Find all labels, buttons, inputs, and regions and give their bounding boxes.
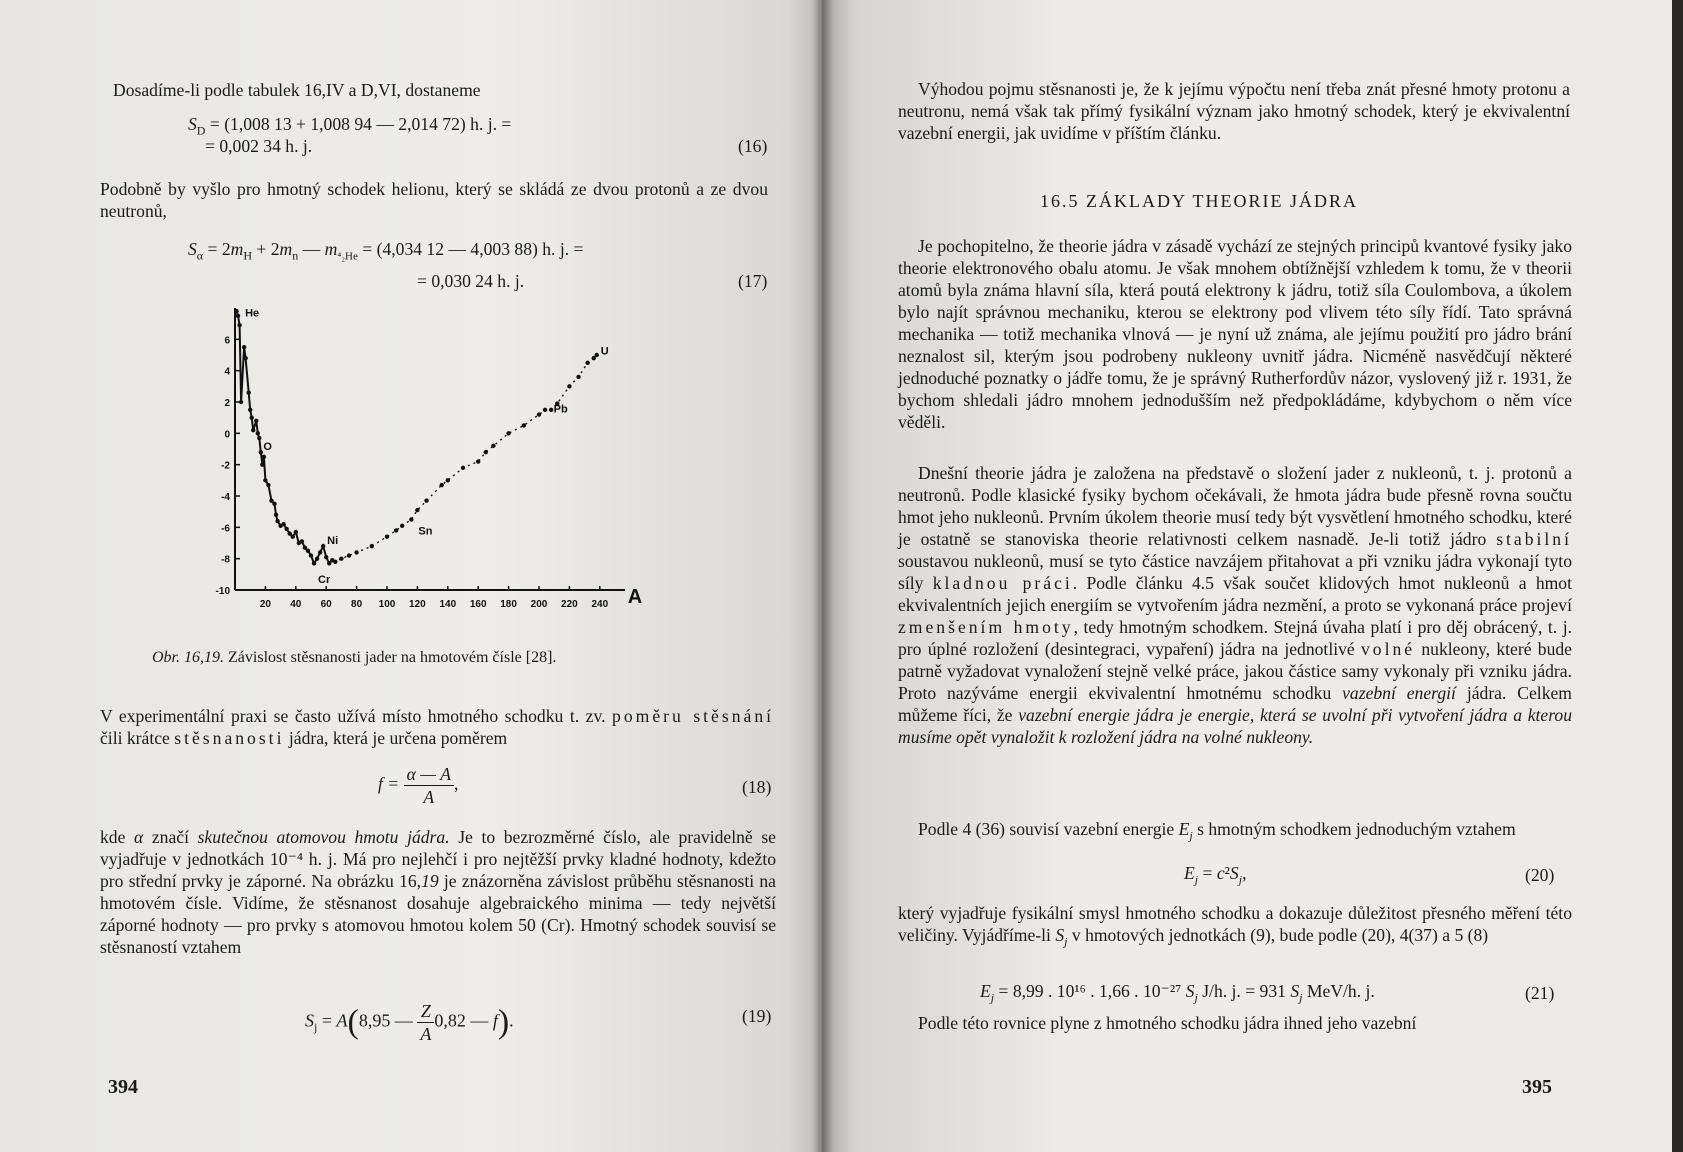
chart-point [576,375,580,379]
eq18-lhs: f = [378,773,400,794]
chart-point [309,553,313,557]
chart-point [281,522,285,526]
eq17-line1: $S_\alpha = 2m_H + 2m_n$ — $m_{^4_2He} = (4,034$ 12 — 4,003 88) h. j. = [188,239,584,263]
chart-point [476,459,480,463]
chart-curve [237,311,597,563]
chart-y-ticks [216,335,240,597]
chart-annotation: Cr [318,574,331,587]
chart-curve-solid [237,311,339,563]
chart-point [250,415,254,419]
chart-annotation: Ni [327,534,339,547]
chart-point [415,508,419,512]
chart-point [291,535,295,539]
chart-x-tick-label: 80 [351,599,363,610]
chart-point [315,556,319,560]
eq20: $E_j = c^2S_j$, [1184,863,1247,887]
chart-y-tick-label: -10 [215,586,230,597]
chart-point [242,345,246,349]
chart-point [256,431,260,435]
chart-point [294,530,298,534]
chart-point [339,556,343,560]
stesnanost-chart [205,298,655,638]
caption-text: Závislost stěsnanosti jader na hmotovém čísle [28]. [228,649,557,666]
chart-point [263,478,267,482]
para-2: Dnešní theorie jádra je založena na představě o složení jader z nukleonů, t. j. protonů a neutronů. Podle klasické fysiky bychom očekávali, že hmota jádra bude přesně rovna součtu hmot jeho nukleonů. Prvním úkolem theorie musí tedy být vysvětlení hmotného schodku, které je ostatně se stanoviska theorie relativnosti celkem nasnadě. Je-li totiž jádro stabilní soustavou nukleonů, musí se tyto částice navzájem přitahovat a při vzniku jádra vykonají tyto síly kladnou práci. Podle článku 4.5 však součet klidových hmot nukleonů a hmot ekvivalentních jejich energiím se vytvořením jádra nezmění, a proto se vykonaná práce projeví zmenšením hmoty, tedy hmotným schodkem. Stejná úvaha platí i pro děj obrácený, t. j. pro úplné rozložení (desintegraci, vypaření) jádra na jednotlivé volné nukleony, které bude patrně vyžadovat vynaložení stejně velké práce, jakou částice samy vykonaly při vzniku jádra. Proto nazýváme energii ekvivalentní hmotnému schodku vazební energií jádra. Celkem můžeme říci, že vazební energie jádra je energie, která se uvolní při vytvoření jádra a kterou musíme opět vynaložit k rozložení jádra na volné nukleony. [898,463,1573,747]
chart-point [347,553,351,557]
chart-point [239,400,243,404]
para-practice: V experimentální praxi se často užívá místo hmotného schodku t. zv. poměru stěsnání čili krátce stěsnanosti jádra, která je určena poměrem [100,706,775,748]
chart-y-tick-label: -6 [221,523,230,535]
section-heading: 16.5 ZÁKLADY THEORIE JÁDRA [1040,191,1358,211]
chart-x-tick-label: 140 [439,599,457,610]
chart-x-tick-label: 220 [561,599,578,610]
eq20-number: (20) [1525,865,1555,885]
chart-x-tick-label: 120 [409,599,426,610]
chart-point [312,561,316,565]
chart-point [251,428,255,432]
chart-point [409,517,413,521]
para-top: Výhodou pojmu stěsnanosti je, že k jejímu výpočtu není třeba znát přesné hmoty protonu a neutronu, nemá však tak přímý fysikální význam jako hmotný schodek, který je ekvivalentní vazební energii, jak uvidíme v příštím článku. [898,79,1570,143]
para-last: Podle této rovnice plyne z hmotného schodku jádra ihned jeho vazební [918,1013,1417,1033]
chart-point [446,478,450,482]
chart-x-tick-label: 100 [378,599,396,610]
figure-caption [152,648,556,668]
chart-point [333,560,337,564]
chart-xlabel: A [627,586,643,608]
chart-point [461,466,465,470]
eq17-number: (17) [738,271,768,291]
chart-x-tick-label: 40 [290,599,302,610]
chart-point [424,499,428,503]
chart-point [585,361,589,365]
chart-annotation: U [600,345,609,358]
chart-point [266,483,270,487]
chart-y-tick-label: -4 [221,492,230,503]
chart-point [522,423,526,427]
chart-point [394,528,398,532]
eq18-denominator: A [423,787,435,807]
left-page [0,0,822,1152]
chart-curve-dotted [329,355,597,563]
chart-point [260,462,264,466]
chart-point [243,356,247,360]
chart-point [400,524,404,528]
chart-point [318,550,322,554]
chart-point [274,513,278,517]
eq21: $E_j = 8,99$ . 10¹⁶ . 1,66 . 10⁻²⁷ $S_j$ J/h. j. = 931 $S_j$ MeV/h. j. [980,981,1375,1005]
chart-point [254,419,258,423]
para-4: který vyjadřuje fysikální smysl hmotného schodku a dokazuje důležitost přesného měření této veličiny. Vyjádříme-li $S_j$ v hmotových jednotkách (9), bude podle (20), 4(37) a 5 (8) [898,903,1572,949]
chart-point [440,483,444,487]
right-page [822,0,1672,1152]
chart-point [567,384,571,388]
chart-point [248,408,252,412]
eq18-number: (18) [742,777,772,797]
chart-point [306,549,310,553]
chart-y-tick-label: 6 [224,335,230,347]
caption-label: Obr. 16,19. [152,649,225,666]
chart-point [284,527,288,531]
chart-y-tick-label: -8 [221,554,230,566]
page-number-right: 395 [1522,1076,1552,1098]
eq21-number: (21) [1525,983,1555,1003]
chart-x-tick-label: 160 [469,599,487,610]
intro-line: Dosadíme-li podle tabulek 16,IV a D,VI, dostaneme [113,80,481,100]
eq16-number: (16) [738,136,768,156]
page-edge [1672,0,1683,1152]
eq18-numerator: α — A [404,763,454,786]
book-gutter [812,0,834,1152]
chart-annotation: Sn [418,525,433,538]
chart-point [324,555,328,559]
chart-points [234,309,599,566]
chart-point [234,309,238,313]
chart-point [257,436,261,440]
chart-x-tick-label: 240 [591,599,609,610]
chart-point [237,323,241,327]
chart-point [537,412,541,416]
page-number-left: 394 [108,1076,138,1098]
chart-point [300,539,304,543]
eq18: f = $\frac{\alpha — A}{A}$ , [378,764,459,807]
eq16-line1: $S_D = (1,008$ 13 + 1,008 94 — 2,014 72) h. j. = [188,114,512,138]
chart-point [491,444,495,448]
chart-point [272,502,276,506]
chart-point [262,455,266,459]
para-3: Podle 4 (36) souvisí vazební energie $E_j$ s hmotným schodkem jednoduchým vztahem [918,819,1516,843]
eq19-number: (19) [742,1006,772,1026]
chart-x-tick-label: 60 [320,599,332,610]
chart-point [354,550,358,554]
eq16-line2: = 0,002 34 h. j. [205,136,313,156]
para-helion: Podobně by vyšlo pro hmotný schodek helionu, který se skládá ze dvou protonů a ze dvou neutronů, [100,179,768,221]
chart-point [275,519,279,523]
chart-point [246,390,250,394]
chart-axes [235,308,625,590]
chart-x-tick-label: 200 [530,599,548,610]
chart-annotation: O [263,440,272,453]
eq17-line2: = 0,030 24 h. j. [417,271,525,291]
chart-point [506,431,510,435]
chart-x-tick-label: 20 [259,599,271,610]
chart-y-tick-label: 2 [224,398,230,409]
chart-point [595,353,599,357]
chart-annotation: He [245,307,260,320]
chart-annotation: Pb [553,403,568,416]
chart-y-tick-label: 0 [224,429,230,441]
chart-point [370,544,374,548]
chart-point [484,450,488,454]
chart-point [321,544,325,548]
chart-point [236,314,240,318]
chart-point [543,408,547,412]
chart-x-tick-label: 180 [500,599,517,610]
chart-point [385,535,389,539]
eq19: $S_j = A(8,95$ — $\frac{Z}{A}$ 0,82 — f). [305,1001,514,1044]
para-1: Je pochopitelno, že theorie jádra v zásadě vychází ze stejných principů kvantové fysiky jako theorie elektronového obalu atomu. Je však mnohem obtížnější vzhledem k tomu, že v theorii atomů byla známa hlavní síla, která poutá elektrony k jádru, totiž síla Coulombova, a úkolem bylo najít správnou mechaniku, kterou se elektrony pod vlivem této síly řídí. Tato správná mechanika — totiž mechanika vlnová — je nyní už známa, ale jejímu použití pro jádro brání neznalost sil, kterým jsou podrobeny nukleony uvnitř jádra. Nicméně nasvědčují některé jednoduché poznatky o jádře tomu, že je správný Rutherfordův názor, vyslovený již r. 1931, že bychom shledali jádro mnohem jednodušším než předpokládáme, kdybychom o něm více věděli. [898,236,1572,432]
chart-y-tick-label: 4 [224,366,230,378]
chart-y-tick-label: -2 [221,460,230,472]
para-where: kde α značí skutečnou atomovou hmotu jádra. Je to bezrozměrné číslo, ale pravidelně se vyjadřuje v jednotkách 10⁻⁴ h. j. Má pro nejlehčí i pro nejtěžší prvky kladné hodnoty, kdežto pro střední prvky je záporné. Na obrázku 16,19 je znázorněna závislost průběhu stěsnanosti na hmotovém čísle. Vidíme, že stěsnanost dosahuje algebraického minima — tedy největší záporné hodnoty — pro prvky s atomovou hmotou kolem 50 (Cr). Hmotný schodek souvisí se stěsnaností vztahem [100,827,776,957]
